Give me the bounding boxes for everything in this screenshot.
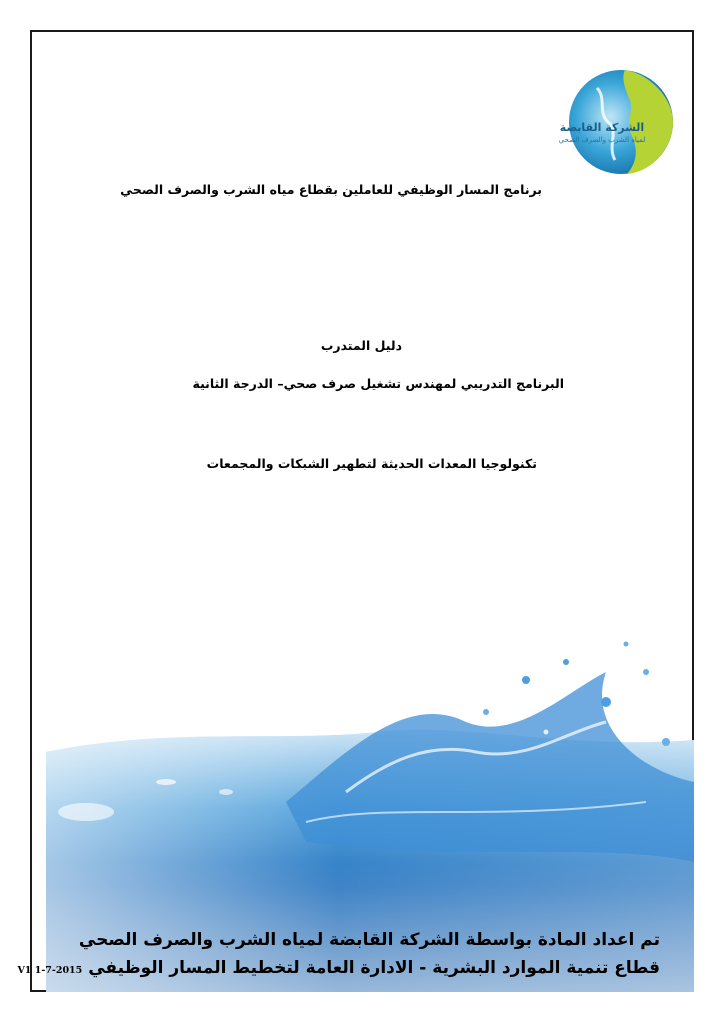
topic-title: تكنولوجيا المعدات الحديثة لتطهير الشبكات والمجمعات <box>206 456 537 471</box>
footer-version: V1 1-7-2015 <box>17 965 83 976</box>
logo-company-name: الشركة القابضة <box>559 121 645 134</box>
footer-prepared-by: تم اعداد المادة بواسطة الشركة القابضة لمياه الشرب والصرف الصحي <box>78 930 660 950</box>
footer-department <box>17 958 660 978</box>
page-frame <box>17 30 694 992</box>
footer-department-text: قطاع تنمية الموارد البشرية - الادارة العامة لتخطيط المسار الوظيفي <box>88 958 660 978</box>
guide-title: دليل المتدرب <box>320 338 402 353</box>
course-title: البرنامج التدريبي لمهندس تشغيل صرف صحي– الدرجة الثانية <box>192 376 564 391</box>
logo-text <box>552 122 652 146</box>
program-title: برنامج المسار الوظيفي للعاملين بقطاع مياه الشرب والصرف الصحي <box>120 182 542 197</box>
logo-company-sub: لمياه الشرب والصرف الصحي <box>558 136 646 144</box>
